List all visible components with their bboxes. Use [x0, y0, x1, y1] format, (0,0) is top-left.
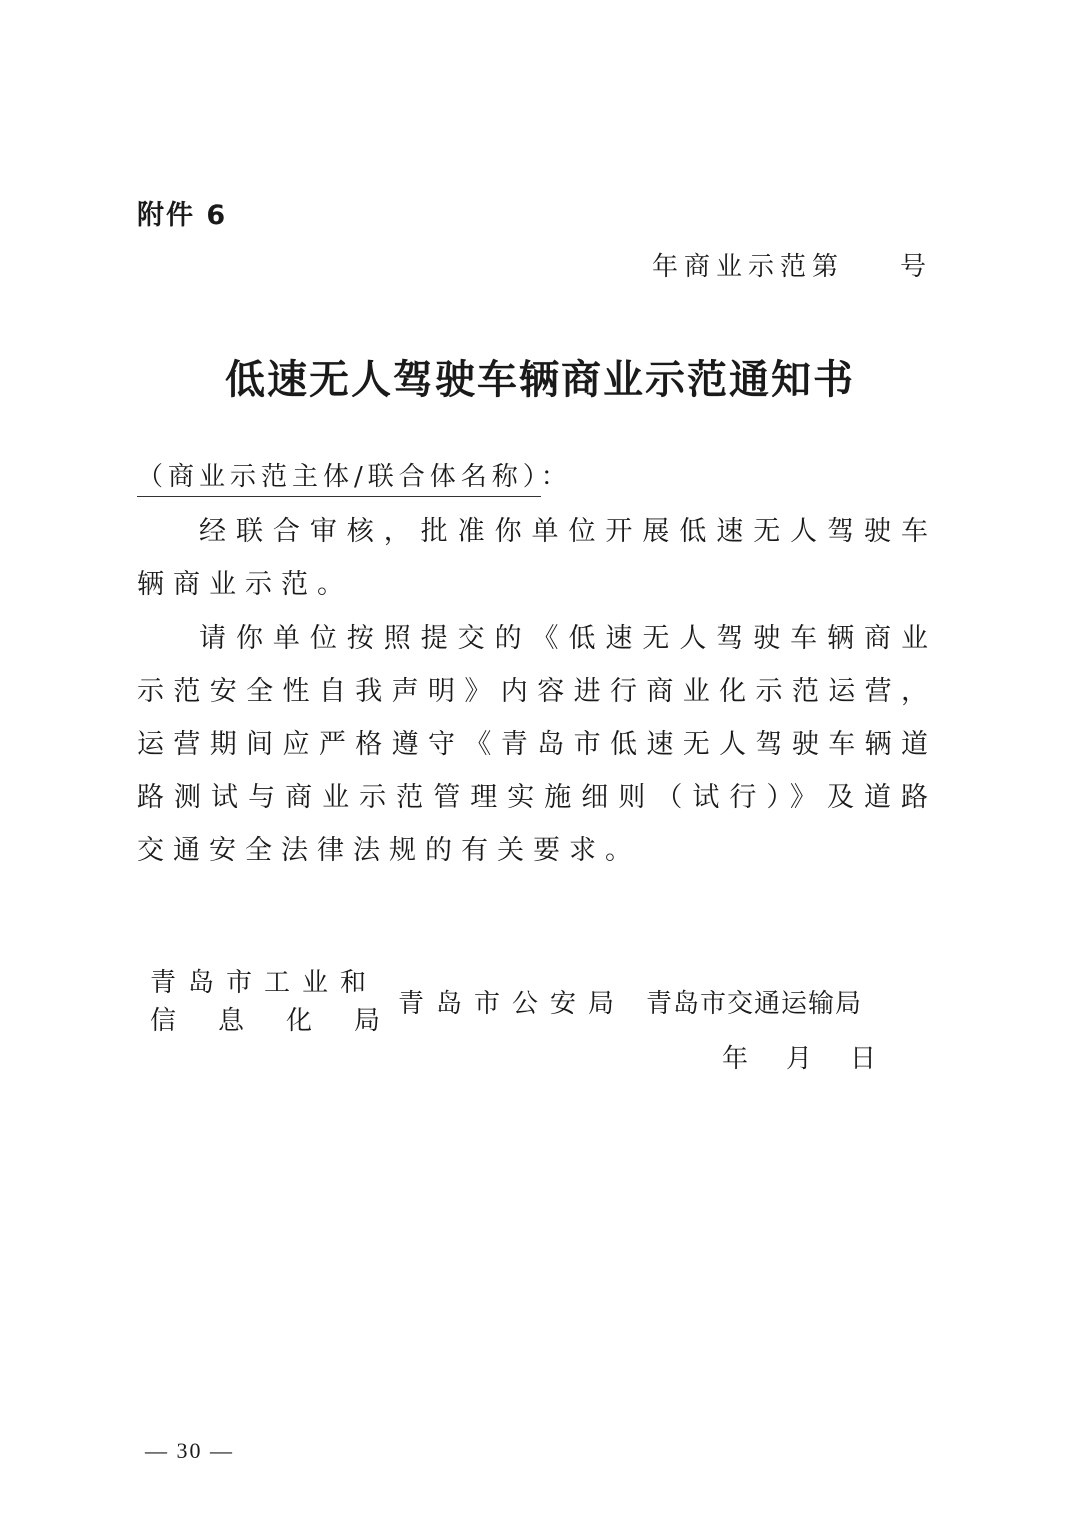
issuer-industry-char: 化	[286, 1006, 325, 1036]
page-number: — 30 —	[145, 1438, 234, 1463]
issuer-industry-line1: 青岛市工业和	[150, 968, 379, 998]
document-number-prefix: 年商业示范第	[651, 252, 844, 282]
body-paragraph-approval: 经联合审核，批准你单位开展低速无人驾驶车辆商业示范。	[137, 516, 937, 600]
document-number-suffix: 号	[899, 252, 932, 282]
issuer-industry-char: 息	[218, 1006, 257, 1036]
date-year: 年	[722, 1044, 749, 1074]
date-day: 日	[850, 1044, 877, 1074]
attachment-label: 附件 6	[137, 200, 228, 231]
document-number	[652, 246, 932, 283]
body-paragraph-requirements: 请你单位按照提交的《低速无人驾驶车辆商业示范安全性自我声明》内容进行商业化示范运营，运营期间应严格遵守《青岛市低速无人驾驶车辆道路测试与商业示范管理实施细则（试行）》及道路交通安全法律法规的有关要求。	[137, 623, 937, 866]
date-month: 月	[786, 1044, 813, 1074]
issuer-industry-char: 局	[354, 1006, 393, 1036]
addressee-placeholder: （商业示范主体/联合体名称）	[137, 462, 541, 497]
issuer-industry-line2	[150, 1000, 392, 1037]
page-title: 低速无人驾驶车辆商业示范通知书	[225, 357, 855, 403]
issuer-transport: 青岛市交通运输局	[646, 989, 863, 1019]
issuer-industry-char: 信	[150, 1006, 189, 1036]
addressee-colon: ：	[540, 462, 572, 492]
addressee	[137, 456, 572, 493]
issue-date	[722, 1038, 876, 1075]
issuer-public-security: 青岛市公安局	[398, 989, 627, 1019]
